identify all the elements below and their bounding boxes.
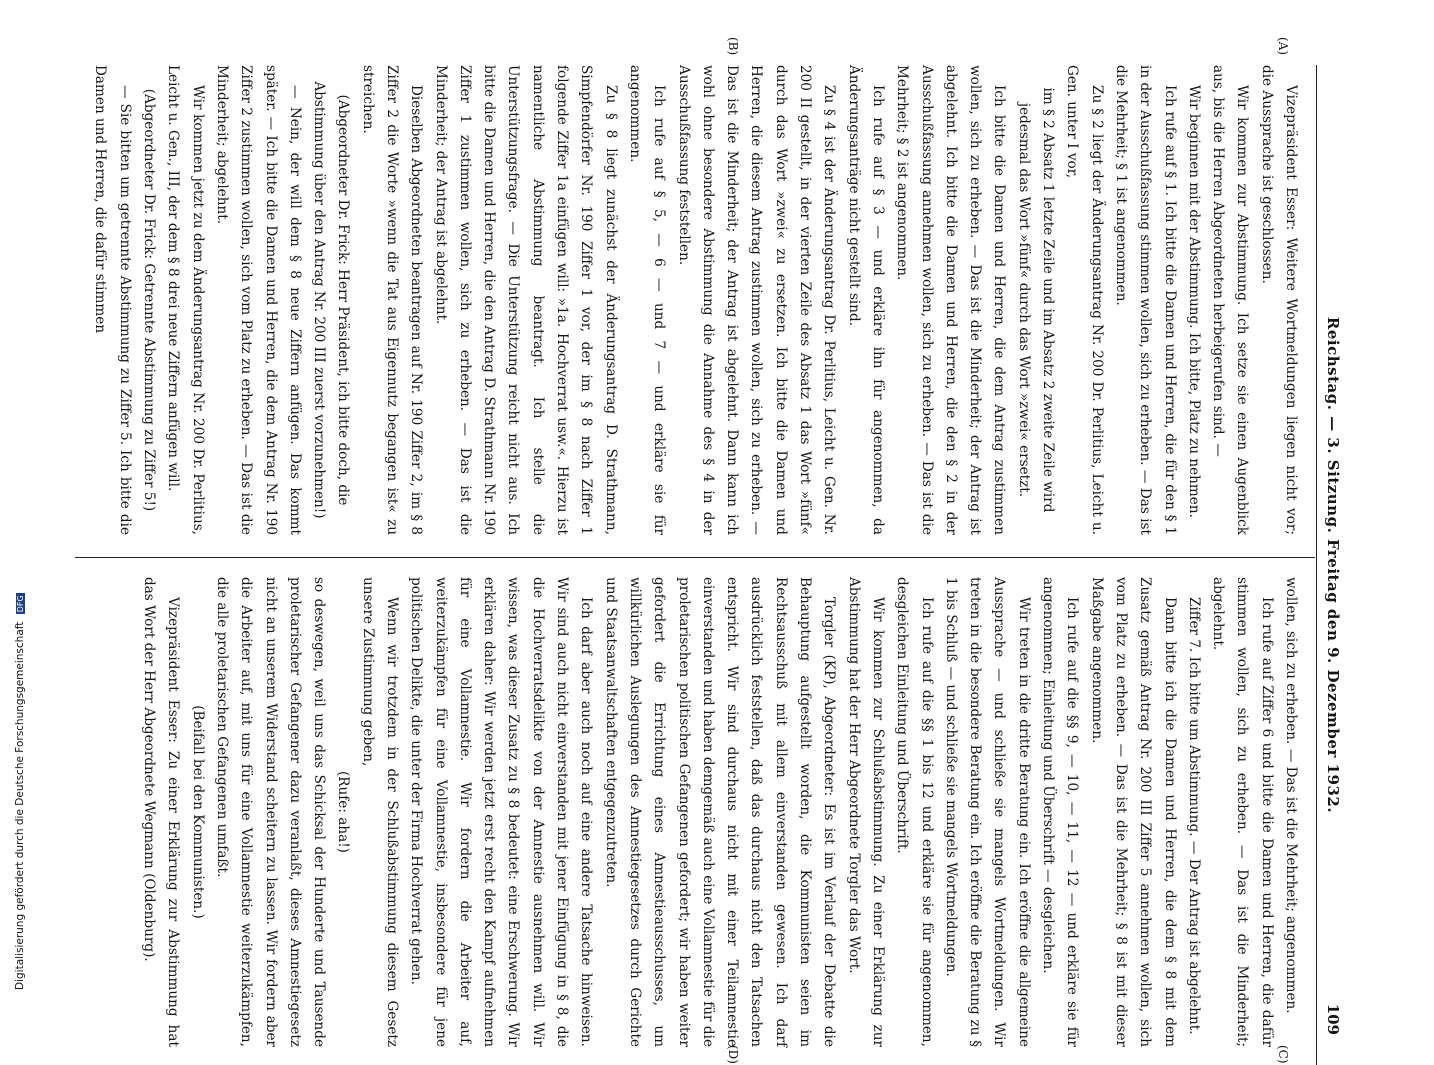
paragraph: Ich rufe auf die §§ 9, — 10, — 11, — 12 — und erkläre sie für angenommen; Einleitung und Überschrift — desgleichen.: [1040, 577, 1081, 1047]
margin-marker-c: (C): [1276, 1045, 1290, 1064]
paragraph: Zu § 2 liegt der Änderungsantrag Nr. 200 Dr. Perlitius, Leicht u. Gen. unter I vor,: [1064, 65, 1105, 535]
header-title: Reichstag. — 3. Sitzung. Freitag den 9. Dezember 1932.: [1324, 316, 1342, 814]
paragraph: Ziffer 7. Ich bitte um Abstimmung. — Der Antrag ist abgelehnt.: [1185, 597, 1202, 1035]
paragraph: Wir kommen jetzt zu dem Änderungsantrag Nr. 200 Dr. Perlitius, Leicht u. Gen., III, der dem § 8 drei neue Ziffern anfügen will.: [165, 65, 206, 535]
paragraph: Dann bitte ich die Damen und Herren, die dem § 8 mit dem Zusatz gemäß Antrag Nr. 200 III Ziffer 5 annehmen wollen, sich vom Platz zu erheben. — Das ist die Mehrheit; § 8 ist mit dieser Maßgabe angenommen.: [1088, 577, 1178, 1047]
dfg-logo: DFG: [16, 595, 25, 613]
right-column: [137, 577, 1303, 1047]
margin-marker-b: (B): [726, 37, 740, 56]
running-header: [1315, 65, 1345, 1065]
paragraph: Zu § 4 ist der Änderungsantrag Dr. Perlitius, Leicht u. Gen. Nr. 200 II gestellt, in der vierten Zeile des Absatz 1 das Wort »fünf« durch das Wort »zwei« zu ersetzen. Ich bitte die Damen und Herren, die diesem Antrag zustimmen wollen, sich zu erheben. — Das ist die Minderheit; der Antrag ist abgelehnt. Dann kann ich wohl ohne besondere Abstimmung die Annahme des § 4 in der Ausschußfassung feststellen.: [675, 65, 838, 535]
paragraph: wollen, sich zu erheben. — Das ist die Mehrheit; angenommen.: [1283, 577, 1299, 1014]
applause-note: (Beifall bei den Kommunisten.): [189, 705, 206, 919]
paragraph: Wir kommen zur Schlußabstimmung. Zu einer Erklärung zur Abstimmung hat der Herr Abgeordnete Torgler das Wort.: [845, 577, 886, 1047]
margin-marker-d: (D): [726, 1045, 740, 1064]
paragraph: Wir kommen zur Abstimmung. Ich setze sie einen Augenblick aus, bis die Herren Abgeordneten herbeigerufen sind. —: [1210, 65, 1251, 535]
paragraph: Wir treten in die dritte Beratung ein. Ich eröffne die allgemeine Aussprache — und schließe sie mangels Wortmeldungen. Wir treten in die besondere Beratung ein. Ich eröffne die Beratung zu § 1 bis Schluß — und schließe sie mangels Wortmeldungen.: [942, 577, 1032, 1047]
quoted-amendment: im § 2 Absatz 1 letzte Zeile und im Absatz 2 zweite Zeile wird jedesmal das Wort »fünf« durch das Wort »zwei« ersetzt.: [1015, 87, 1057, 513]
paragraph: — Sie bitten um getrennte Abstimmung zu Ziffer 5. Ich bitte die Damen und Herren, die dafür stimmen: [92, 65, 133, 535]
paragraph: Ich rufe auf § 1. Ich bitte die Damen und Herren, die für den § 1 in der Ausschußfassung stimmen wollen, sich zu erheben. — Das ist die Mehrheit; § 1 ist angenommen.: [1112, 65, 1178, 535]
paragraph: Ich rufe auf die §§ 1 bis 12 und erkläre sie für angenommen, desgleichen Einleitung und Überschrift.: [894, 577, 935, 1047]
speech-torgler: Torgler (KP), Abgeordneter: Es ist im Verlauf der Debatte die Behauptung aufgestellt worden, die Kommunisten seien im Rechtsausschuß mit allem einverstanden gewesen. Ich darf ausdrücklich feststellen, daß das durchaus nicht den Tatsachen entspricht. Wir sind durchaus nicht mit einer Teilamnestie einverstanden und haben demgemäß auch eine Vollamnestie für die proletarischen politischen Gefangenen gefordert; wir haben weiter gefordert die Errichtung eines Amnestieausschusses, um willkürlichen Auslegungen des Amnestiegesetzes durch Gerichte und Staatsanwaltschaften entgegenzutreten.: [602, 577, 838, 1047]
paragraph: Ich darf aber auch noch auf eine andere Tatsache hinweisen. Wir sind auch nicht einverstanden mit jener Einfügung in § 8, die die Hochverratsdelikte von der Amnestie ausnehmen will. Wir wissen, was dieser Zusatz zu § 8 bedeutet: eine Erschwerung. Wir erklären daher: Wir werden jetzt erst recht den Kampf aufnehmen für eine Vollamnestie. Wir fordern die Arbeiter auf, weiterzukämpfen für eine Vollamnestie, insbesondere für jene politischen Delikte, die unter der Firma Hochverrat gehen.: [408, 577, 595, 1047]
header-rule: [1316, 65, 1317, 1065]
interjection: (Abgeordneter Dr. Frick: Getrennte Abstimmung zu Ziffer 5!): [141, 88, 158, 512]
interjection: (Abgeordneter Dr. Frick: Herr Präsident, ich bitte doch, die Abstimmung über den Antrag Nr. 200 III zuerst vorzunehmen!): [311, 81, 352, 519]
column-divider: [75, 557, 1315, 558]
paragraph: Vizepräsident Esser: Weitere Wortmeldungen liegen nicht vor; die Aussprache ist geschlossen.: [1258, 65, 1299, 535]
paragraph: Zu § 8 liegt zunächst der Änderungsantrag D. Strathmann, Simpfendörfer Nr. 190 Ziffer 1 vor, der im § 8 nach Ziffer 1 folgende Ziffer 1a einfügen will: »1a. Hochverrat usw.«. Hierzu ist namentliche Abstimmung beantragt. Ich stelle die Unterstützungsfrage. — Die Unterstützung reicht nicht aus. Ich bitte die Damen und Herren, die den Antrag D. Strathmann Nr. 190 Ziffer 1 zustimmen wollen, sich zu erheben. — Das ist die Minderheit; der Antrag ist abgelehnt.: [432, 65, 619, 535]
paragraph: so deswegen, weil uns das Schicksal der Hunderte und Tausende proletarischer Gefangener dazu veranlaßt, dieses Amnestiegesetz nicht an unserem Widerstand scheitern zu lassen. Wir fordern aber die Arbeiter auf, mit uns für eine Vollamnestie weiterzukämpfen, die alle proletarischen Gefangenen umfaßt.: [213, 577, 328, 1047]
margin-marker-a: (A): [1276, 37, 1290, 56]
page-number: 109: [1324, 1003, 1342, 1035]
paragraph: Vizepräsident Esser: Zu einer Erklärung zur Abstimmung hat das Wort der Herr Abgeordnete Wegmann (Oldenburg).: [141, 577, 182, 1047]
paragraph: Ich bitte die Damen und Herren, die dem Antrag zustimmen wollen, sich zu erheben. — Das ist die Minderheit; der Antrag ist abgelehnt. Ich bitte die Damen und Herren, die den § 2 in der Ausschußfassung annehmen wollen, sich zu erheben. — Das ist die Mehrheit; § 2 ist angenommen.: [894, 65, 1008, 535]
paragraph: Ich rufe auf Ziffer 6 und bitte die Damen und Herren, die dafür stimmen wollen, sich zu erheben. — Das ist die Minderheit; abgelehnt.: [1210, 577, 1275, 1047]
paragraph: Ich rufe auf § 5, — 6 — und 7 — und erkläre sie für angenommen.: [626, 65, 668, 535]
paragraph: Dieselben Abgeordneten beantragen auf Nr. 190 Ziffer 2, im § 8 Ziffer 2 die Worte »wenn die Tat aus Eigennutz begangen ist« zu streichen.: [359, 65, 425, 535]
paragraph: — Nein, der will dem § 8 neue Ziffern anfügen. Das kommt später. — Ich bitte die Damen und Herren, die dem Antrag Nr. 190 Ziffer 2 zustimmen wollen, sich vom Platz zu erheben. — Das ist die Minderheit; abgelehnt.: [213, 65, 303, 535]
paragraph: Wir beginnen mit der Abstimmung. Ich bitte, Platz zu nehmen.: [1185, 85, 1202, 518]
credit-text: Digitalisierung gefördert durch die Deutsche Forschungsgemeinschaft: [14, 621, 26, 990]
interjection: (Rufe: aha!): [335, 770, 352, 853]
protocol-page: [65, 37, 1355, 1065]
digitization-credit: [14, 593, 26, 990]
left-column: [88, 65, 1303, 535]
paragraph: Ich rufe auf § 3 — und erkläre ihn für angenommen, da Änderungsanträge nicht gestellt sind.: [845, 65, 886, 535]
paragraph: Wenn wir trotzdem in der Schlußabstimmung diesem Gesetz unsere Zustimmung geben,: [359, 577, 401, 1047]
